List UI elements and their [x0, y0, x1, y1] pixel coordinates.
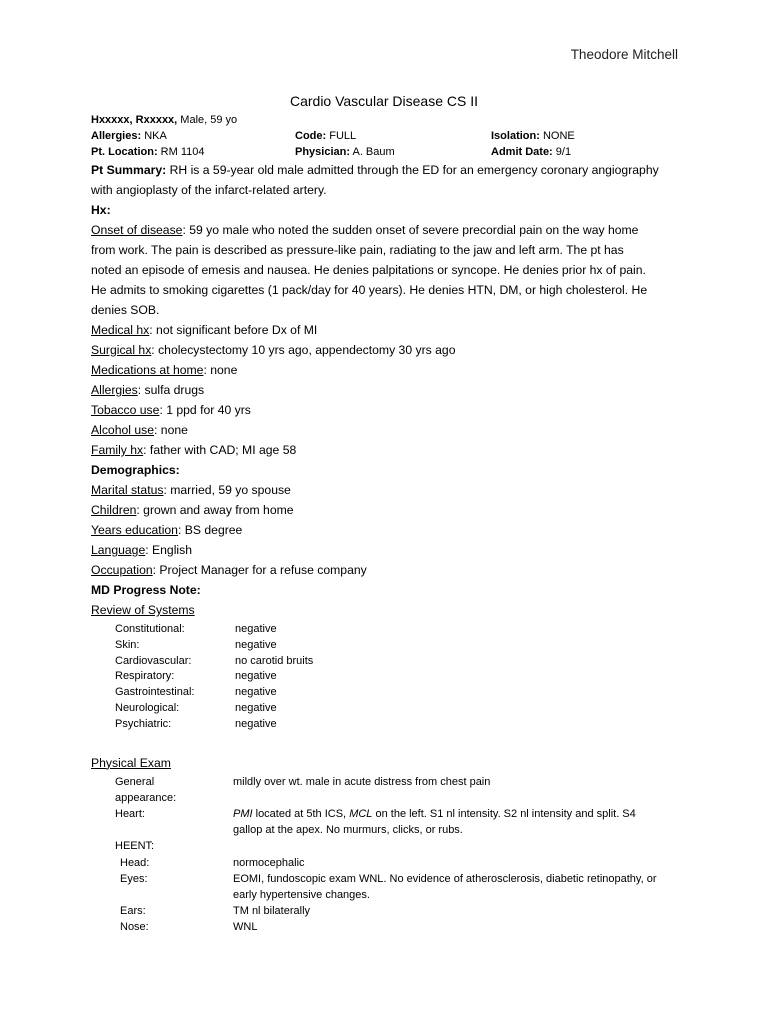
pe-key: Eyes: — [120, 872, 148, 885]
code-label: Code: — [295, 130, 327, 142]
demographic-label: Years education — [91, 523, 178, 537]
pe-value: mildly over wt. male in acute distress from chest pain — [233, 775, 491, 788]
ros-value: no carotid bruits — [235, 654, 314, 667]
admit-date-value: 9/1 — [552, 146, 572, 158]
pe-key: Ears: — [120, 905, 146, 918]
history-value: : cholecystectomy 10 yrs ago, appendectomy 30 yrs ago — [151, 343, 456, 357]
pe-row-head — [115, 855, 691, 871]
physician-value: A. Baum — [350, 146, 395, 158]
document-title: Cardio Vascular Disease CS II — [289, 93, 479, 109]
pe-row-heart — [115, 806, 691, 822]
ros-value: negative — [235, 686, 277, 699]
isolation-label: Isolation: — [491, 130, 540, 142]
history-value: : sulfa drugs — [137, 383, 205, 397]
history-label: Tobacco use — [91, 403, 160, 417]
pe-row-heart-cont — [115, 822, 691, 838]
history-label: Alcohol use — [91, 423, 155, 437]
ros-key: Neurological: — [115, 701, 180, 714]
location-value: RM 1104 — [157, 146, 205, 158]
pe-value: gallop at the apex. No murmurs, clicks, or rubs. — [233, 824, 463, 837]
physical-exam-heading-line — [91, 753, 691, 773]
history-label: Allergies — [91, 383, 138, 397]
ros-key: Respiratory: — [115, 670, 175, 683]
mcl-abbrev: MCL — [349, 807, 373, 820]
history-value: : father with CAD; MI age 58 — [143, 443, 297, 457]
pe-value: EOMI, fundoscopic exam WNL. No evidence of atherosclerosis, diabetic retinopathy, or — [233, 872, 657, 885]
history-label: Medications at home — [91, 363, 204, 377]
ros-row — [115, 717, 691, 733]
demographic-value: : grown and away from home — [136, 503, 294, 517]
ros-row — [115, 622, 691, 638]
ros-key: Skin: — [115, 638, 140, 651]
summary-line-1: RH is a 59-year old male admitted through the ED for an emergency coronary angiography — [166, 163, 659, 177]
onset-label: Onset of disease — [91, 223, 183, 237]
history-label: Family hx — [91, 443, 144, 457]
document-body — [91, 112, 691, 936]
demographic-label: Language — [91, 543, 146, 557]
pe-row-eyes — [115, 871, 691, 887]
pe-row-general — [115, 774, 691, 790]
demographic-value: : Project Manager for a refuse company — [152, 563, 367, 577]
onset-line-3: noted an episode of emesis and nausea. He denies palpitations or syncope. He denies prior hx of pain. — [91, 263, 646, 277]
pe-row-heent — [115, 838, 691, 854]
ros-value: negative — [235, 638, 277, 651]
ros-row — [115, 654, 691, 670]
demographics-heading: Demographics: — [91, 463, 180, 477]
pe-row-ears — [115, 903, 691, 919]
onset-line-5: denies SOB. — [91, 303, 160, 317]
demographic-value: : English — [145, 543, 192, 557]
ros-row — [115, 638, 691, 654]
patient-name: Hxxxxx, Rxxxxx, — [91, 114, 178, 126]
pe-key: Head: — [120, 856, 150, 869]
location-label: Pt. Location: — [91, 146, 158, 158]
demographic-label: Children — [91, 503, 137, 517]
history-value: : not significant before Dx of MI — [149, 323, 318, 337]
patient-info-row-2 — [91, 144, 691, 160]
pe-value: TM nl bilaterally — [233, 905, 311, 918]
ros-key: Gastrointestinal: — [115, 686, 195, 699]
patient-demographic: Male, 59 yo — [177, 114, 238, 126]
summary-label: Pt Summary: — [91, 163, 167, 177]
review-of-systems-heading: Review of Systems — [91, 603, 195, 617]
admit-date-label: Admit Date: — [491, 146, 553, 158]
patient-name-line — [91, 112, 691, 128]
code-value: FULL — [326, 130, 357, 142]
md-progress-note-heading: MD Progress Note: — [91, 583, 201, 597]
demographic-value: : married, 59 yo spouse — [163, 483, 291, 497]
allergies-label: Allergies: — [91, 130, 142, 142]
pe-value: located at 5th ICS, — [252, 807, 350, 820]
onset-line-1: : 59 yo male who noted the sudden onset of severe precordial pain on the way home — [182, 223, 639, 237]
pe-key: Heart: — [115, 807, 145, 820]
pe-key: Nose: — [120, 921, 149, 934]
history-label: Surgical hx — [91, 343, 152, 357]
pmi-abbrev: PMI — [233, 807, 253, 820]
patient-info-row-1 — [91, 128, 691, 144]
allergies-value: NKA — [141, 130, 167, 142]
physical-exam-heading: Physical Exam — [91, 755, 171, 770]
history-value: : none — [154, 423, 188, 437]
pe-key: appearance: — [115, 791, 177, 804]
onset-line-2: from work. The pain is described as pressure-like pain, radiating to the jaw and left arm. The pt has — [91, 243, 624, 257]
ros-key: Cardiovascular: — [115, 654, 192, 667]
ros-row — [115, 685, 691, 701]
history-label: Medical hx — [91, 323, 150, 337]
ros-value: negative — [235, 701, 277, 714]
ros-value: negative — [235, 623, 277, 635]
ros-row — [115, 701, 691, 717]
pe-value: early hypertensive changes. — [233, 889, 370, 901]
hx-heading: Hx: — [91, 203, 111, 217]
pe-row-eyes-cont — [115, 887, 691, 903]
ros-value: negative — [235, 717, 277, 730]
pe-row-nose — [115, 919, 691, 935]
isolation-value: NONE — [539, 130, 575, 142]
pe-key: General — [115, 775, 155, 788]
demographic-value: : BS degree — [177, 523, 243, 537]
ros-key: Psychiatric: — [115, 717, 172, 730]
demographic-label: Marital status — [91, 483, 164, 497]
ros-key: Constitutional: — [115, 623, 185, 635]
pe-value: WNL — [233, 921, 258, 934]
pe-value: on the left. S1 nl intensity. S2 nl intensity and split. S4 — [372, 807, 636, 820]
pe-row-general-cont — [115, 790, 691, 806]
ros-value: negative — [235, 670, 277, 683]
summary-line-2: with angioplasty of the infarct-related artery. — [91, 183, 327, 197]
pe-value: normocephalic — [233, 856, 305, 869]
pe-key: HEENT: — [115, 840, 155, 853]
ros-row — [115, 669, 691, 685]
physical-exam — [115, 774, 691, 936]
review-of-systems — [115, 622, 691, 733]
onset-line-4: He admits to smoking cigarettes (1 pack/day for 40 years). He denies HTN, DM, or high cholesterol. He — [91, 283, 648, 297]
demographic-label: Occupation — [91, 563, 153, 577]
physician-label: Physician: — [295, 146, 351, 158]
history-value: : none — [203, 363, 238, 377]
narrative — [91, 160, 691, 620]
author-name: Theodore Mitchell — [570, 47, 678, 62]
history-value: : 1 ppd for 40 yrs — [159, 403, 251, 417]
